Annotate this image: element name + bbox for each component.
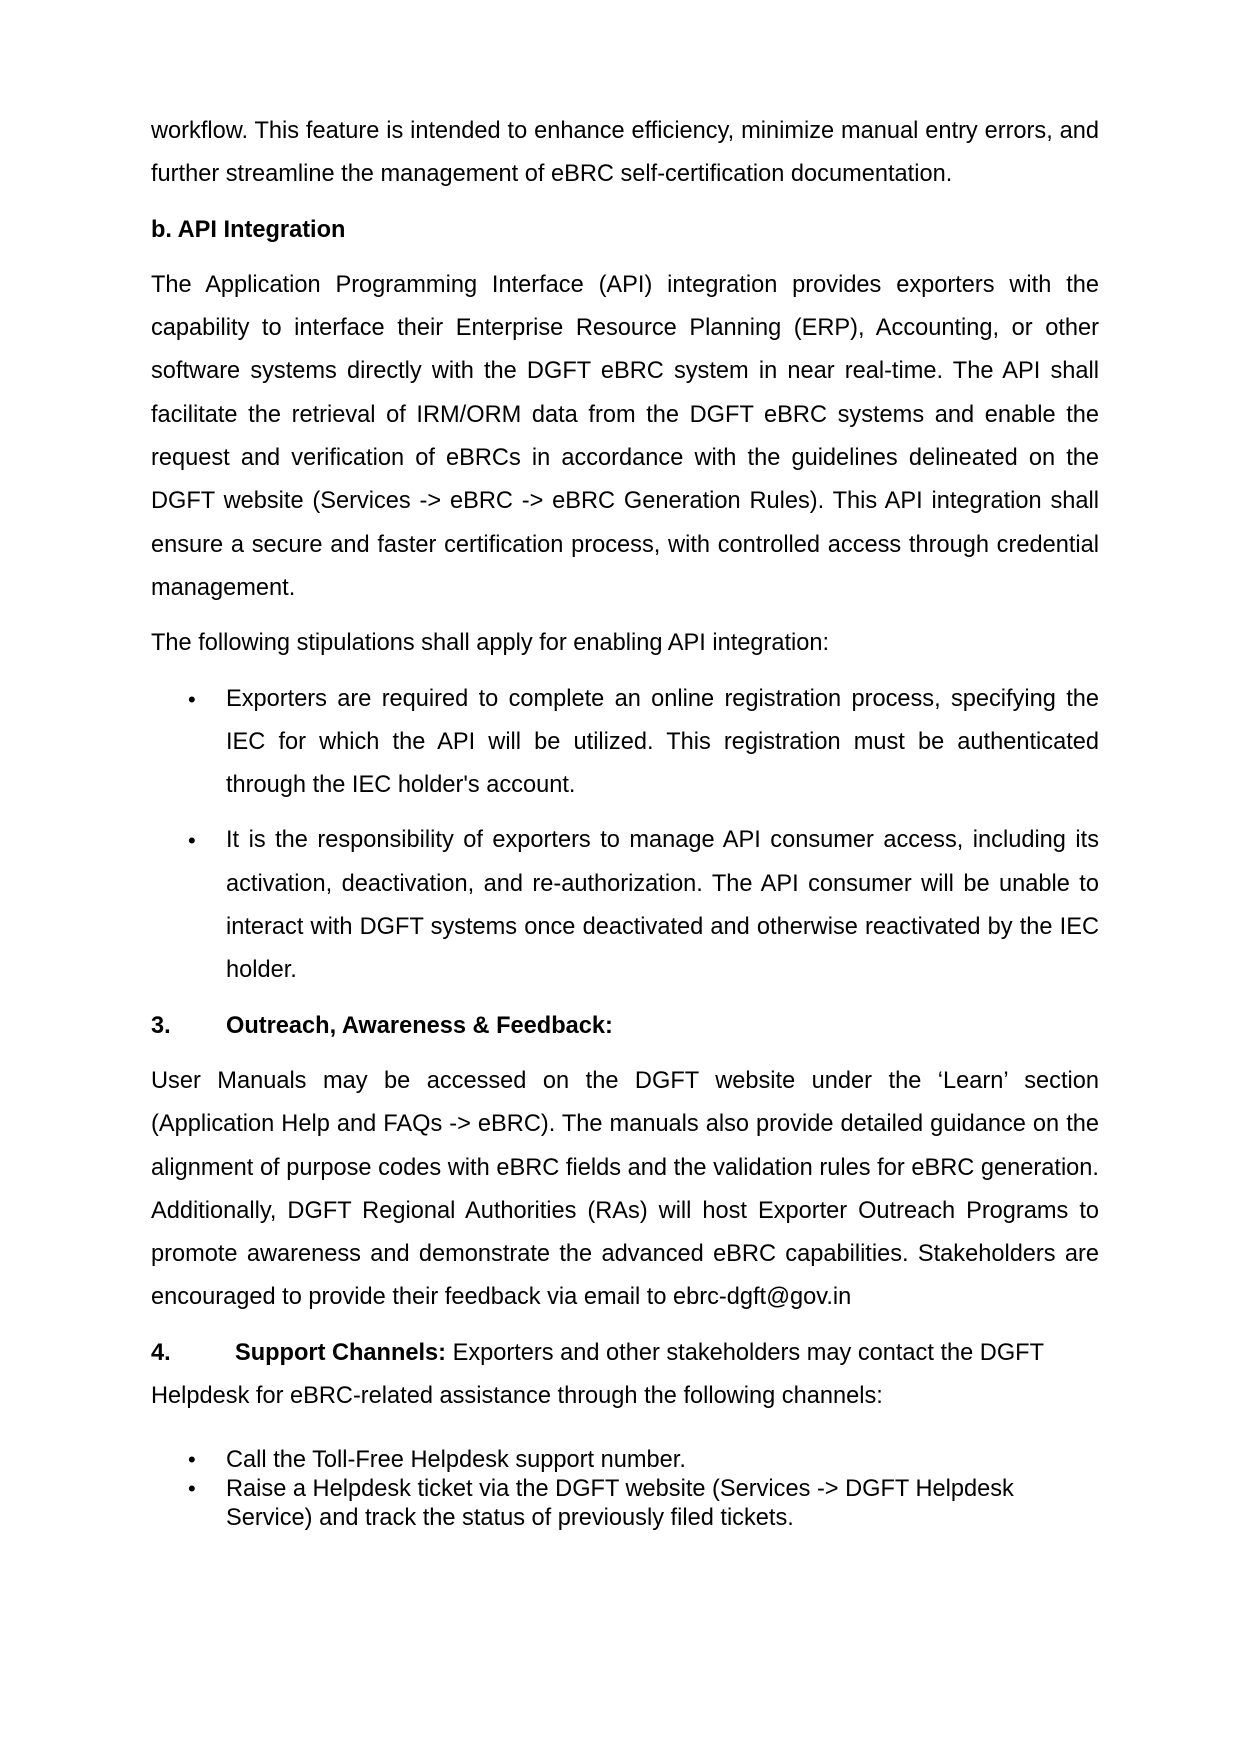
section-number: 3. [151,1012,171,1039]
document-page [151,110,1099,1533]
list-item [151,819,1099,992]
bullet-icon: • [188,1447,196,1473]
api-integration-body: The Application Programming Interface (API) integration provides exporters with the capability to interface their Enterprise Resource Planning (ERP), Accounting, or other software systems directly with the DGFT eBRC system in near real-time. The API shall facilitate the retrieval of IRM/ORM data from the DGFT eBRC systems and enable the request and verification of eBRCs in accordance with the guidelines delineated on the DGFT website (Services -> eBRC -> eBRC Generation Rules). This API integration shall ensure a secure and faster certification process, with controlled access through credential management. [151,271,1099,601]
list-item-text: Exporters are required to complete an online registration process, specifying the IEC for which the API will be utilized. This registration must be authenticated through the IEC holder's account. [226,685,1099,799]
intro-paragraph: workflow. This feature is intended to enhance efficiency, minimize manual entry errors, and further streamline the management of eBRC self-certification documentation. [151,118,1099,188]
stipulations-list [151,678,1099,993]
list-item-text: It is the responsibility of exporters to manage API consumer access, including its activation, deactivation, and re-authorization. The API consumer will be unable to interact with DGFT systems once deactivated and otherwise reactivated by the IEC holder. [226,827,1099,984]
bullet-icon: • [188,1476,196,1502]
section-title: Support Channels: [235,1339,447,1366]
support-body: Exporters and other stakeholders may contact the DGFT Helpdesk for eBRC-related assistance through the following channels: [151,1339,1044,1410]
bullet-icon: • [188,686,196,712]
section-number: 4. [151,1339,171,1366]
outreach-body: User Manuals may be accessed on the DGFT website under the ‘Learn’ section (Application Help and FAQs -> eBRC). The manuals also provide detailed guidance on the alignment of purpose codes with eBRC fields and the validation rules for eBRC generation. Additionally, DGFT Regional Authorities (RAs) will host Exporter Outreach Programs to promote awareness and demonstrate the advanced eBRC capabilities. Stakeholders are encouraged to provide their feedback via email to ebrc-dgft@gov.in [151,1067,1099,1311]
section-title: Outreach, Awareness & Feedback: [226,1012,613,1039]
stipulations-intro: The following stipulations shall apply for enabling API integration: [151,630,830,657]
support-channels-list [151,1446,1099,1532]
bullet-icon: • [188,828,196,854]
outreach-heading [151,1005,1099,1048]
list-item [151,1446,1099,1475]
list-item-text: Call the Toll-Free Helpdesk support number. [226,1447,686,1474]
list-item [151,1475,1099,1533]
api-integration-heading: b. API Integration [151,216,346,243]
list-item [151,678,1099,808]
support-paragraph [151,1332,1099,1419]
list-item-text: Raise a Helpdesk ticket via the DGFT website (Services -> DGFT Helpdesk Service) and track the status of previously filed tickets. [226,1476,1014,1531]
